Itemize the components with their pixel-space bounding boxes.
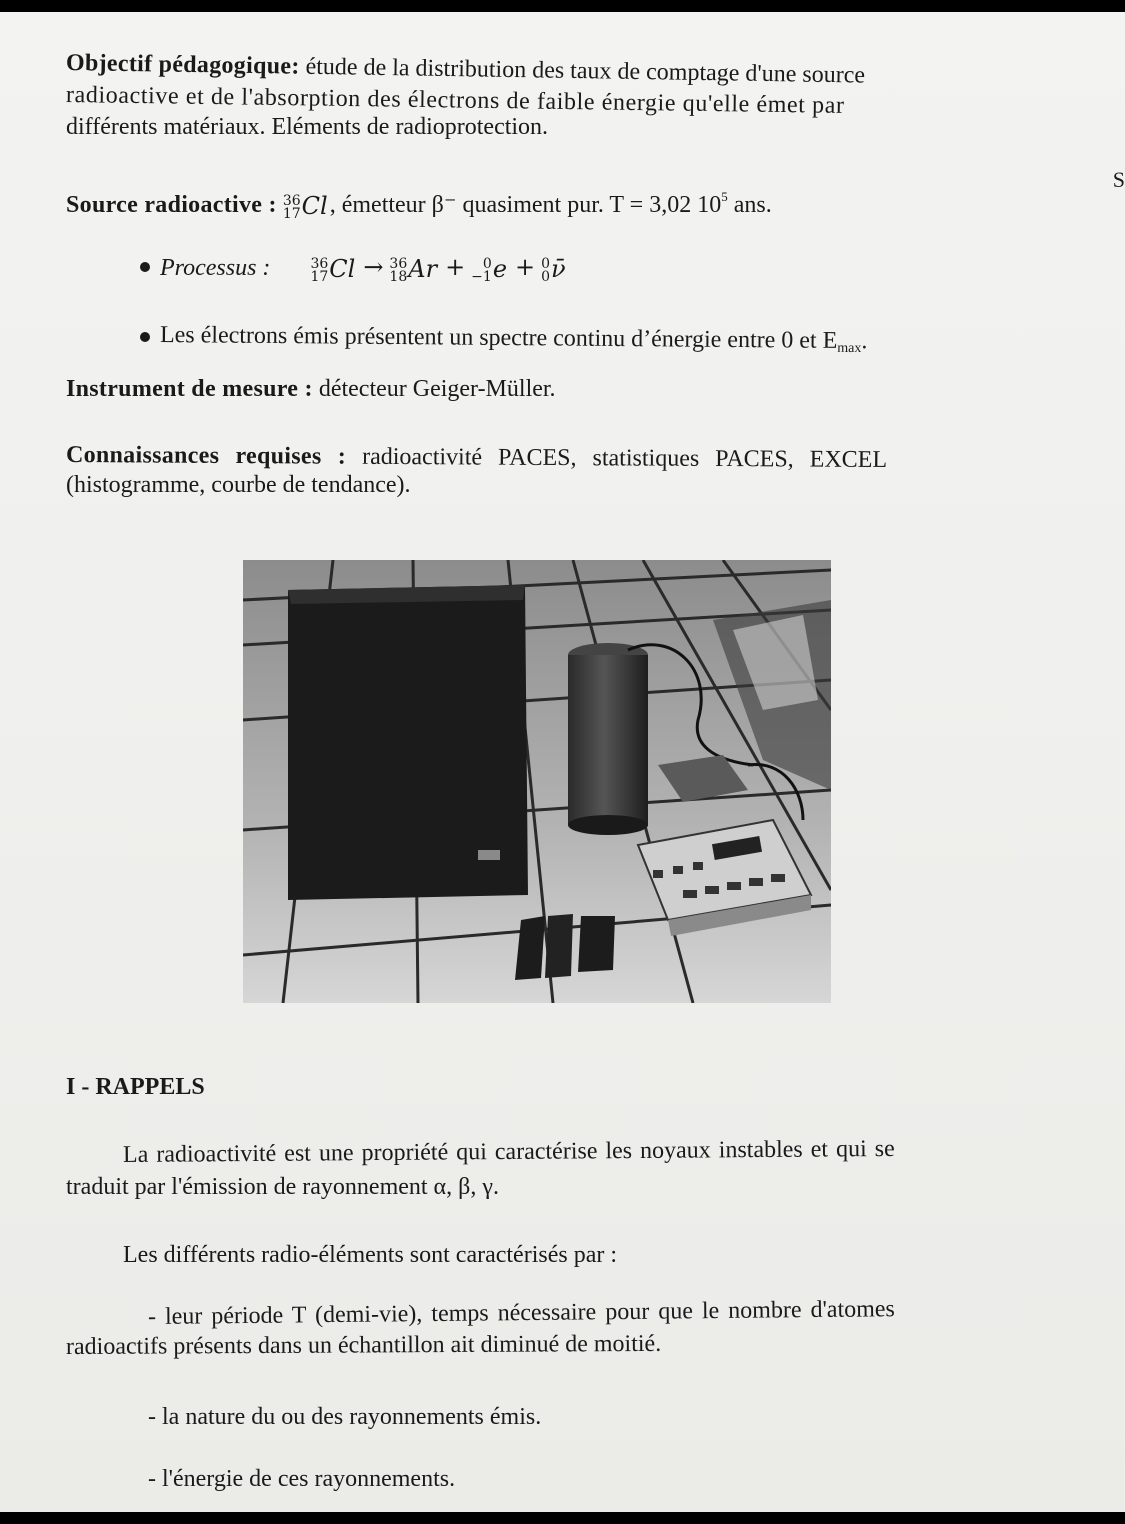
section-paragraph-1-line-1: La radioactivité est une propriété qui caractérise les noyaux instables et qui se — [122, 1135, 895, 1168]
objective-line-2: radioactive et de l'absorption des électrons de faible énergie qu'elle émet par — [65, 82, 845, 119]
process-label: Processus : — [160, 255, 271, 281]
section-item-1-line-2: radioactifs présents dans un échantillon ait diminué de moitié. — [65, 1330, 662, 1360]
bullet-icon — [140, 332, 150, 342]
objective-label: Objectif pédagogique: — [65, 50, 300, 80]
antineutrino-particle: 0 0 ν̄ — [541, 255, 566, 285]
half-life-exponent: 5 — [721, 189, 728, 204]
bullet-icon — [140, 262, 150, 272]
arrow-icon: → — [363, 253, 384, 281]
process-line: Processus : 36 17 Cl → 36 18 Ar + 0 −1 e + 0 0 ν̄ — [160, 253, 566, 285]
section-item-3: - l'énergie de ces rayonnements. — [148, 1466, 456, 1492]
argon-nuclide: 36 18 Ar — [389, 255, 438, 285]
section-paragraph-1-line-2: traduit par l'émission de rayonnement α, β, γ. — [66, 1174, 499, 1200]
chlorine-nuclide: 36 17 Cl — [282, 192, 328, 222]
electrons-line: Les électrons émis présentent un spectre continu d’énergie entre 0 et $E_{max}$. — [159, 322, 868, 357]
chlorine-nuclide-equation: 36 17 Cl — [310, 255, 356, 285]
document-page — [0, 12, 1125, 1512]
section-title: I - RAPPELS — [66, 1074, 205, 1100]
source-line — [66, 182, 772, 221]
objective-text-1: étude de la distribution des taux de comptage d'une source — [305, 53, 866, 89]
section-item-2: - la nature du ou des rayonnements émis. — [148, 1404, 542, 1430]
instrument-line — [66, 374, 556, 404]
source-label: Source radioactive : — [66, 192, 277, 218]
section-item-1-line-1: - leur période T (demi-vie), temps nécessaire pour que le nombre d'atomes — [147, 1296, 895, 1330]
objective-line-3: différents matériaux. Eléments de radioprotection. — [66, 114, 549, 140]
electron-particle: 0 −1 e — [471, 255, 508, 285]
knowledge-line-2: (histogramme, courbe de tendance). — [66, 472, 411, 498]
section-paragraph-2: Les différents radio-éléments sont caractérisés par : — [123, 1242, 618, 1268]
edge-character: S — [1112, 167, 1125, 192]
half-life-unit: ans. — [733, 192, 772, 218]
equipment-photo — [243, 560, 831, 1003]
knowledge-label: Connaissances requises : — [65, 442, 347, 470]
instrument-label: Instrument de mesure : — [66, 376, 313, 402]
instrument-text: détecteur Geiger-Müller. — [318, 376, 556, 402]
source-text: , émetteur β⁻ quasiment pur. T = 3,02 10 — [329, 192, 722, 218]
knowledge-text-1: radioactivité PACES, statistiques PACES, EXCEL — [362, 443, 888, 474]
